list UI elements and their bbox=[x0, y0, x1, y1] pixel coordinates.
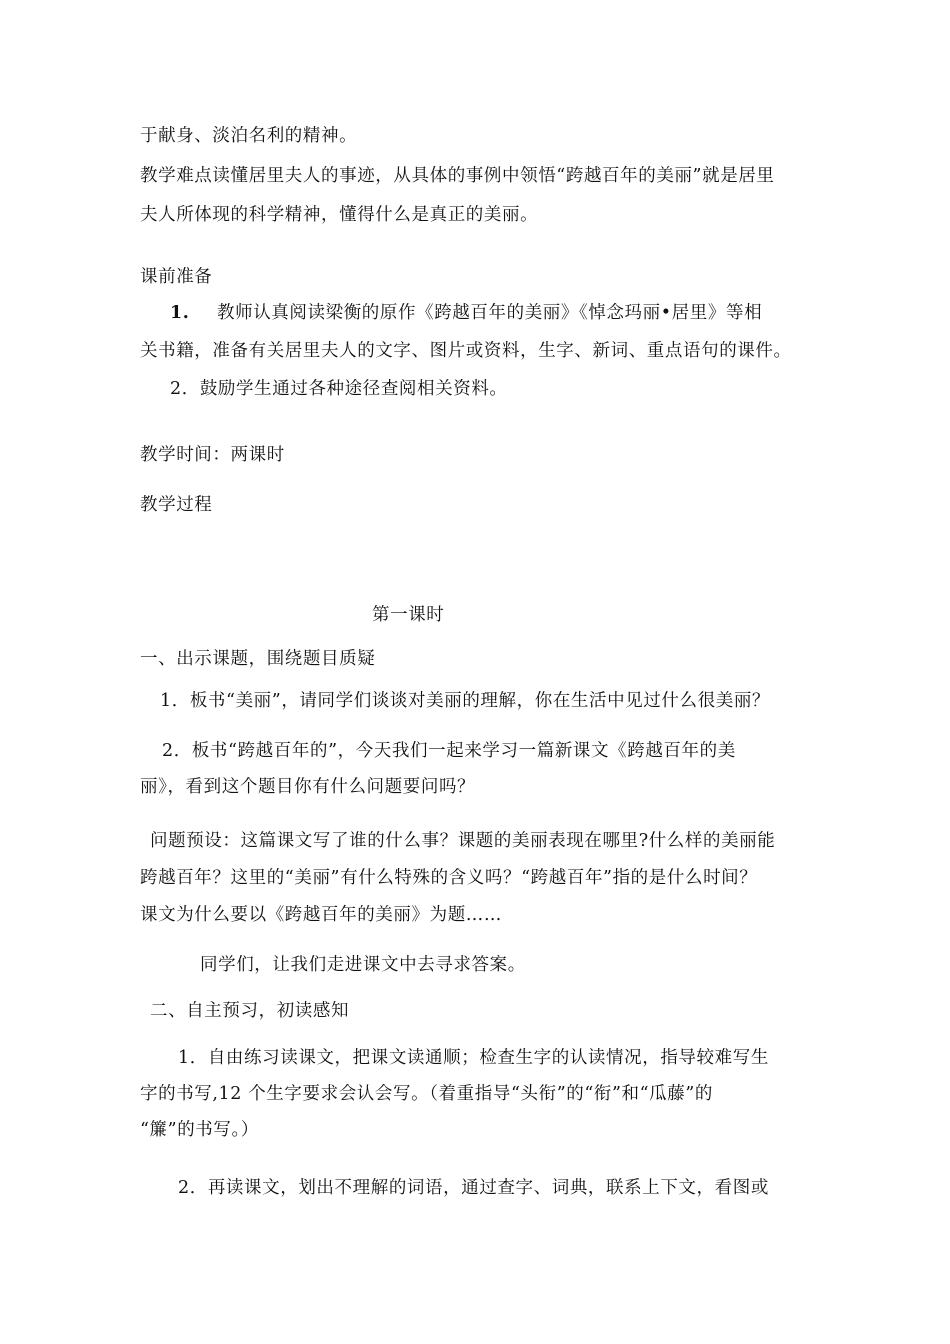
section-heading-preparation: 课前准备 bbox=[140, 267, 213, 287]
lesson-title: 第一课时 bbox=[372, 605, 445, 625]
list-item-text: 1．板书“美丽”，请同学们谈谈对美丽的理解，你在生活中见过什么很美丽？ bbox=[160, 691, 771, 711]
paragraph-line: 关书籍，准备有关居里夫人的文字、图片或资料，生字、新词、重点语句的课件。 bbox=[140, 341, 792, 361]
paragraph-line: 同学们，让我们走进课文中去寻求答案。 bbox=[200, 955, 526, 975]
paragraph-line: 课文为什么要以《跨越百年的美丽》为题…… bbox=[140, 905, 502, 925]
list-item-text: 2．鼓励学生通过各种途径查阅相关资料。 bbox=[170, 379, 508, 399]
question-preset-line: 问题预设：这篇课文写了谁的什么事？课题的美丽表现在哪里?什么样的美丽能 bbox=[150, 831, 776, 851]
list-number: 1. bbox=[170, 303, 190, 323]
list-item-text: 教师认真阅读梁衡的原作《跨越百年的美丽》《悼念玛丽•居里》等相 bbox=[217, 303, 763, 323]
paragraph-line: 于献身、淡泊名利的精神。 bbox=[140, 126, 358, 146]
teaching-time: 教学时间：两课时 bbox=[140, 445, 285, 465]
paragraph-line: 夫人所体现的科学精神，懂得什么是真正的美丽。 bbox=[140, 205, 539, 225]
list-item-text: 1．自由练习读课文，把课文读通顺；检查生字的认读情况，指导较难写生 bbox=[178, 1048, 769, 1068]
paragraph-line: 字的书写,12 个生字要求会认会写。（着重指导“头衔”的“衔”和“瓜藤”的 bbox=[140, 1084, 714, 1104]
paragraph-line: 跨越百年？这里的“美丽”有什么特殊的含义吗？“跨越百年”指的是什么时间？ bbox=[140, 868, 758, 888]
list-item-text: 2．再读课文，划出不理解的词语，通过查字、词典，联系上下文，看图或 bbox=[178, 1178, 769, 1198]
paragraph-line: “簾”的书写。） bbox=[140, 1120, 259, 1140]
section-heading-process: 教学过程 bbox=[140, 495, 213, 515]
section-heading-one: 一、出示课题，围绕题目质疑 bbox=[140, 649, 376, 669]
teaching-difficulty-line: 教学难点读懂居里夫人的事迹，从具体的事例中领悟“跨越百年的美丽”就是居里 bbox=[140, 166, 775, 186]
section-heading-two: 二、自主预习，初读感知 bbox=[150, 1001, 350, 1021]
list-item-text: 2．板书“跨越百年的”，今天我们一起来学习一篇新课文《跨越百年的美 bbox=[162, 741, 736, 761]
paragraph-line: 丽》，看到这个题目你有什么问题要问吗？ bbox=[140, 777, 476, 797]
